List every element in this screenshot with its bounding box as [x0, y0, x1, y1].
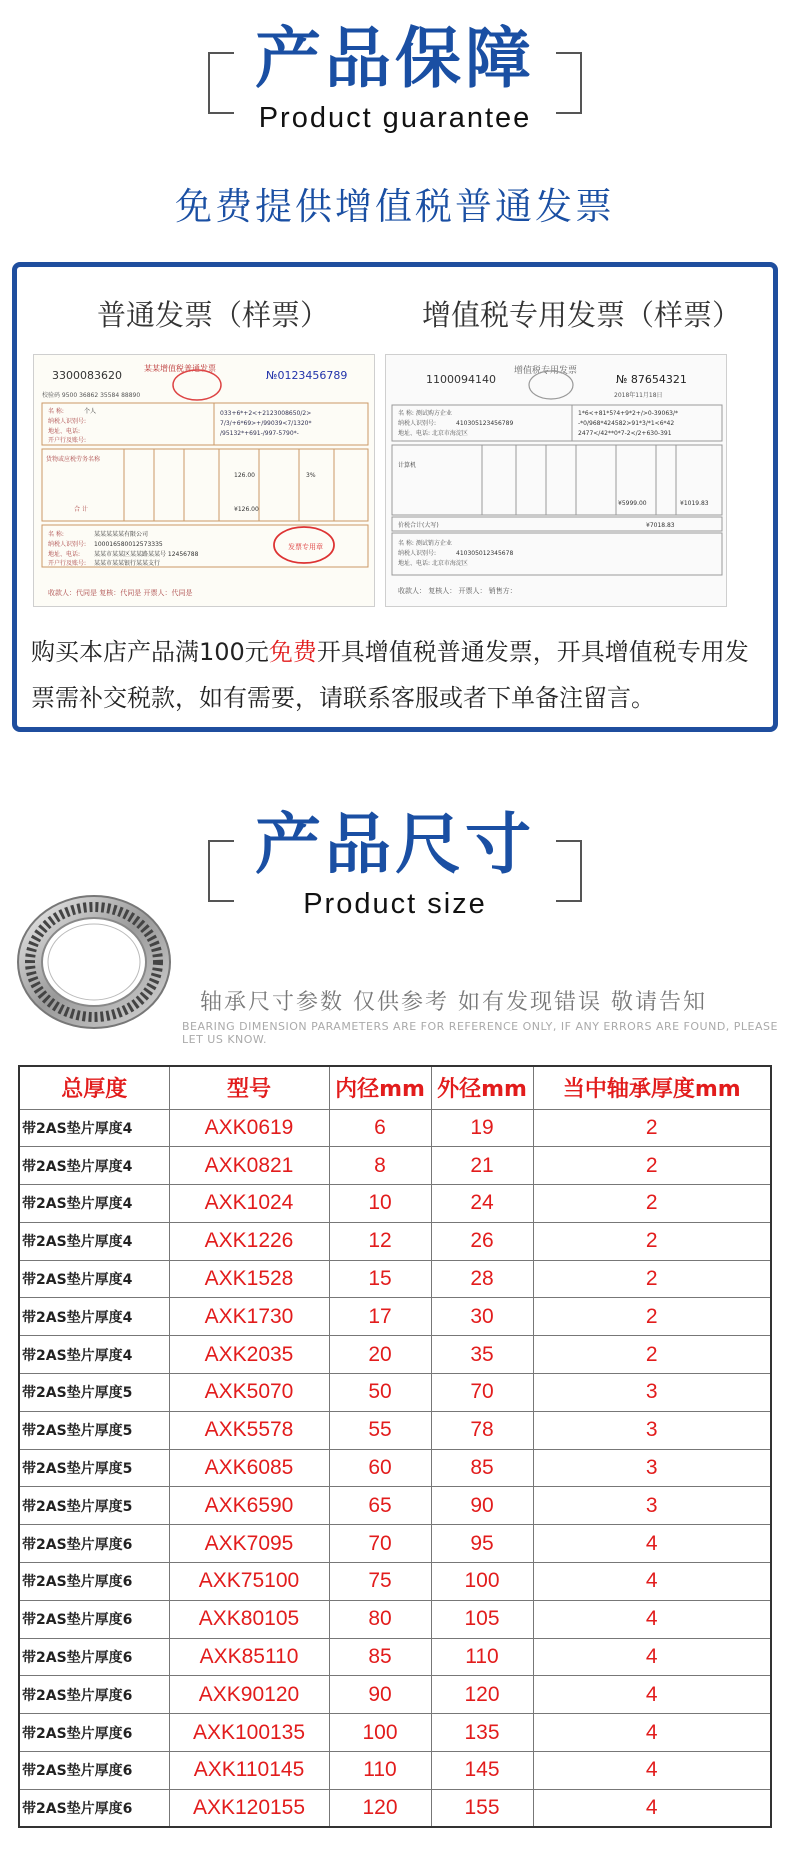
vat-invoice-headline: 免费提供增值税普通发票 — [175, 185, 615, 228]
vat-invoice-footer: 收款人： 复核人： 开票人： 销售方： — [398, 587, 517, 595]
bearing-thickness-cell: 2 — [533, 1185, 771, 1223]
model-cell: AXK1024 — [169, 1185, 329, 1223]
normal-invoice-title: 普通发票（样票） — [97, 298, 330, 332]
table-row — [19, 1260, 771, 1298]
outer-diameter-cell: 30 — [431, 1298, 533, 1336]
bearing-thickness-cell: 3 — [533, 1487, 771, 1525]
thrust-bearing-image — [14, 880, 174, 1040]
outer-diameter-cell: 21 — [431, 1147, 533, 1185]
guarantee-title: 产品保障 — [255, 20, 535, 97]
total-thickness-cell: 带2AS垫片厚度5 — [19, 1449, 169, 1487]
inner-diameter-cell: 6 — [329, 1109, 431, 1147]
header-model: 型号 — [169, 1066, 329, 1109]
svg-text:¥126.00: ¥126.00 — [234, 506, 259, 513]
svg-text:开户行及账号:: 开户行及账号: — [48, 437, 87, 444]
outer-diameter-cell: 120 — [431, 1676, 533, 1714]
svg-text:合 计: 合 计 — [74, 506, 88, 513]
table-row — [19, 1147, 771, 1185]
inner-diameter-cell: 10 — [329, 1185, 431, 1223]
total-thickness-cell: 带2AS垫片厚度5 — [19, 1374, 169, 1412]
model-cell: AXK1730 — [169, 1298, 329, 1336]
table-row — [19, 1298, 771, 1336]
inner-diameter-cell: 55 — [329, 1411, 431, 1449]
total-thickness-cell: 带2AS垫片厚度4 — [19, 1260, 169, 1298]
bearing-thickness-cell: 2 — [533, 1222, 771, 1260]
bearing-thickness-cell: 2 — [533, 1260, 771, 1298]
model-cell: AXK85110 — [169, 1638, 329, 1676]
outer-diameter-cell: 78 — [431, 1411, 533, 1449]
model-cell: AXK75100 — [169, 1563, 329, 1601]
svg-text:名 称: 测试销方企业: 名 称: 测试销方企业 — [398, 540, 452, 547]
invoice-description-free: 免费 — [268, 638, 317, 666]
table-row — [19, 1109, 771, 1147]
svg-text:7/3/+6*69>+/99039<7/1320*: 7/3/+6*69>+/99039<7/1320* — [220, 420, 312, 427]
guarantee-subtitle: Product guarantee — [258, 102, 532, 134]
normal-invoice-seller-taxid: 100016580012573335 — [94, 541, 163, 548]
model-cell: AXK6085 — [169, 1449, 329, 1487]
inner-diameter-cell: 110 — [329, 1752, 431, 1790]
vat-invoice-item: 计算机 — [398, 462, 417, 469]
inner-diameter-cell: 70 — [329, 1525, 431, 1563]
model-cell: AXK110145 — [169, 1752, 329, 1790]
svg-text:名 称: 测试购方企业: 名 称: 测试购方企业 — [398, 410, 452, 417]
outer-diameter-cell: 135 — [431, 1714, 533, 1752]
model-cell: AXK5578 — [169, 1411, 329, 1449]
total-thickness-cell: 带2AS垫片厚度4 — [19, 1185, 169, 1223]
outer-diameter-cell: 26 — [431, 1222, 533, 1260]
model-cell: AXK80105 — [169, 1600, 329, 1638]
svg-text:纳税人识别号:: 纳税人识别号: — [48, 418, 87, 425]
bearing-spec-table — [18, 1065, 772, 1828]
table-row — [19, 1676, 771, 1714]
total-thickness-cell: 带2AS垫片厚度6 — [19, 1789, 169, 1827]
model-cell: AXK120155 — [169, 1789, 329, 1827]
header-inner-diameter: 内径mm — [329, 1066, 431, 1109]
model-cell: AXK0619 — [169, 1109, 329, 1147]
dimension-note-english: BEARING DIMENSION PARAMETERS ARE FOR REFERENCE ONLY, IF ANY ERRORS ARE FOUND, PLEASE LET US KNOW. — [182, 1020, 778, 1046]
inner-diameter-cell: 120 — [329, 1789, 431, 1827]
normal-invoice-number: №0123456789 — [266, 369, 348, 382]
bearing-thickness-cell: 4 — [533, 1638, 771, 1676]
table-row — [19, 1563, 771, 1601]
normal-invoice-seller-addr: 某某市某某区某某路某某号 12456788 — [94, 551, 199, 558]
bearing-thickness-cell: 3 — [533, 1411, 771, 1449]
svg-text:地址、电话:: 地址、电话: — [48, 428, 81, 435]
vat-invoice-date: 2018年11月18日 — [614, 392, 663, 399]
vat-invoice-amount1: ¥5999.00 — [618, 500, 647, 507]
total-thickness-cell: 带2AS垫片厚度4 — [19, 1336, 169, 1374]
svg-text:价税合计(大写): 价税合计(大写) — [398, 522, 439, 529]
total-thickness-cell: 带2AS垫片厚度6 — [19, 1563, 169, 1601]
vat-invoice-header: 增值税专用发票 — [514, 366, 578, 376]
outer-diameter-cell: 35 — [431, 1336, 533, 1374]
total-thickness-cell: 带2AS垫片厚度6 — [19, 1714, 169, 1752]
inner-diameter-cell: 60 — [329, 1449, 431, 1487]
inner-diameter-cell: 85 — [329, 1638, 431, 1676]
bearing-thickness-cell: 4 — [533, 1600, 771, 1638]
inner-diameter-cell: 15 — [329, 1260, 431, 1298]
normal-invoice-sample-image — [33, 354, 375, 607]
header-outer-diameter: 外径mm — [431, 1066, 533, 1109]
size-title: 产品尺寸 — [255, 806, 535, 883]
bearing-thickness-cell: 4 — [533, 1752, 771, 1790]
table-row — [19, 1525, 771, 1563]
size-subtitle: Product size — [303, 888, 487, 920]
outer-diameter-cell: 145 — [431, 1752, 533, 1790]
svg-text:/95132*+691-/997-5790*-: /95132*+691-/997-5790*- — [220, 430, 299, 437]
normal-invoice-footer: 收款人：代同是 复核：代同是 开票人：代同是 — [48, 589, 193, 597]
model-cell: AXK5070 — [169, 1374, 329, 1412]
vat-invoice-total: ¥7018.83 — [646, 522, 675, 529]
bearing-thickness-cell: 4 — [533, 1525, 771, 1563]
svg-text:名 称:: 名 称: — [48, 408, 64, 415]
inner-diameter-cell: 90 — [329, 1676, 431, 1714]
svg-text:货物或应税劳务名称: 货物或应税劳务名称 — [46, 456, 101, 463]
bearing-thickness-cell: 2 — [533, 1109, 771, 1147]
svg-text:1*6<+81*5?4+9*2+/>0-39063/*: 1*6<+81*5?4+9*2+/>0-39063/* — [578, 410, 678, 417]
outer-diameter-cell: 105 — [431, 1600, 533, 1638]
table-row — [19, 1222, 771, 1260]
total-thickness-cell: 带2AS垫片厚度4 — [19, 1109, 169, 1147]
outer-diameter-cell: 85 — [431, 1449, 533, 1487]
normal-invoice-buyer: 个人 — [84, 408, 97, 415]
vat-invoice-seller-taxid: 410305012345678 — [456, 550, 514, 557]
table-row — [19, 1336, 771, 1374]
table-row — [19, 1487, 771, 1525]
bearing-thickness-cell: 4 — [533, 1789, 771, 1827]
model-cell: AXK1226 — [169, 1222, 329, 1260]
table-row — [19, 1374, 771, 1412]
bearing-thickness-cell: 2 — [533, 1147, 771, 1185]
inner-diameter-cell: 17 — [329, 1298, 431, 1336]
svg-text:033+6*+2<+2123008650/2>: 033+6*+2<+2123008650/2> — [220, 410, 312, 417]
header-bearing-thickness: 当中轴承厚度mm — [533, 1066, 771, 1109]
total-thickness-cell: 带2AS垫片厚度4 — [19, 1147, 169, 1185]
invoice-description-part1: 购买本店产品满100元 — [31, 638, 269, 666]
table-row — [19, 1638, 771, 1676]
inner-diameter-cell: 65 — [329, 1487, 431, 1525]
vat-invoice-code: 1100094140 — [426, 373, 496, 386]
inner-diameter-cell: 100 — [329, 1714, 431, 1752]
normal-invoice-stamp: 发票专用章 — [288, 543, 323, 551]
total-thickness-cell: 带2AS垫片厚度4 — [19, 1222, 169, 1260]
svg-text:地址、电话:: 地址、电话: — [48, 551, 81, 558]
total-thickness-cell: 带2AS垫片厚度6 — [19, 1676, 169, 1714]
outer-diameter-cell: 28 — [431, 1260, 533, 1298]
dimension-note: 轴承尺寸参数 仅供参考 如有发现错误 敬请告知 — [200, 990, 707, 1015]
vat-invoice-number: № 87654321 — [616, 373, 687, 386]
inner-diameter-cell: 8 — [329, 1147, 431, 1185]
header-total-thickness: 总厚度 — [19, 1066, 169, 1109]
table-row — [19, 1714, 771, 1752]
bearing-thickness-cell: 2 — [533, 1336, 771, 1374]
total-thickness-cell: 带2AS垫片厚度4 — [19, 1298, 169, 1336]
model-cell: AXK0821 — [169, 1147, 329, 1185]
table-row — [19, 1411, 771, 1449]
svg-text:纳税人识别号:: 纳税人识别号: — [48, 541, 87, 548]
total-thickness-cell: 带2AS垫片厚度6 — [19, 1752, 169, 1790]
outer-diameter-cell: 90 — [431, 1487, 533, 1525]
svg-text:开户行及账号:: 开户行及账号: — [48, 560, 87, 567]
normal-invoice-seller-bank: 某某市某某银行某某支行 — [94, 560, 161, 567]
bearing-thickness-cell: 3 — [533, 1374, 771, 1412]
bearing-thickness-cell: 2 — [533, 1298, 771, 1336]
normal-invoice-header: 某某增值税普通发票 — [144, 364, 216, 373]
vat-invoice-buyer-taxid: 410305123456789 — [456, 420, 514, 427]
inner-diameter-cell: 50 — [329, 1374, 431, 1412]
invoice-description-part2: 开具增值税普通发票，开具增值税专用发票需补交税款，如有需要，请联系客服或者下单备注留言。 — [31, 638, 749, 712]
total-thickness-cell: 带2AS垫片厚度6 — [19, 1600, 169, 1638]
vat-invoice-amount2: ¥1019.83 — [680, 500, 709, 507]
normal-invoice-code: 3300083620 — [52, 369, 122, 382]
vat-invoice-sample-image — [385, 354, 727, 607]
table-row — [19, 1789, 771, 1827]
outer-diameter-cell: 110 — [431, 1638, 533, 1676]
invoice-panel — [12, 262, 778, 732]
guarantee-header — [0, 20, 790, 135]
inner-diameter-cell: 12 — [329, 1222, 431, 1260]
outer-diameter-cell: 155 — [431, 1789, 533, 1827]
svg-text:名 称:: 名 称: — [48, 531, 64, 538]
model-cell: AXK1528 — [169, 1260, 329, 1298]
bearing-thickness-cell: 4 — [533, 1563, 771, 1601]
total-thickness-cell: 带2AS垫片厚度6 — [19, 1638, 169, 1676]
total-thickness-cell: 带2AS垫片厚度6 — [19, 1525, 169, 1563]
svg-text:地址、电话: 北京市海淀区: 地址、电话: 北京市海淀区 — [398, 430, 468, 437]
total-thickness-cell: 带2AS垫片厚度5 — [19, 1411, 169, 1449]
table-row — [19, 1449, 771, 1487]
normal-invoice-seller-name: 某某某某某有限公司 — [94, 531, 149, 538]
svg-text:-*0/968*424582>91*3/*1<6*42: -*0/968*424582>91*3/*1<6*42 — [578, 420, 675, 427]
outer-diameter-cell: 24 — [431, 1185, 533, 1223]
model-cell: AXK100135 — [169, 1714, 329, 1752]
outer-diameter-cell: 100 — [431, 1563, 533, 1601]
bearing-thickness-cell: 4 — [533, 1714, 771, 1752]
table-row — [19, 1185, 771, 1223]
total-thickness-cell: 带2AS垫片厚度5 — [19, 1487, 169, 1525]
vat-invoice-title: 增值税专用发票（样票） — [422, 298, 742, 332]
inner-diameter-cell: 20 — [329, 1336, 431, 1374]
svg-text:纳税人识别号:: 纳税人识别号: — [398, 550, 437, 557]
outer-diameter-cell: 19 — [431, 1109, 533, 1147]
outer-diameter-cell: 95 — [431, 1525, 533, 1563]
svg-text:126.00: 126.00 — [234, 472, 255, 479]
svg-text:地址、电话: 北京市海淀区: 地址、电话: 北京市海淀区 — [398, 560, 468, 567]
model-cell: AXK6590 — [169, 1487, 329, 1525]
svg-text:2477</42**0*7-2</2+630-391: 2477</42**0*7-2</2+630-391 — [578, 430, 672, 437]
svg-text:纳税人识别号:: 纳税人识别号: — [398, 420, 437, 427]
normal-invoice-check-code: 校验码 9500 36862 35584 88890 — [42, 392, 141, 399]
svg-text:3%: 3% — [306, 472, 316, 479]
invoice-description — [31, 629, 771, 721]
table-row — [19, 1600, 771, 1638]
inner-diameter-cell: 75 — [329, 1563, 431, 1601]
bearing-thickness-cell: 3 — [533, 1449, 771, 1487]
inner-diameter-cell: 80 — [329, 1600, 431, 1638]
model-cell: AXK7095 — [169, 1525, 329, 1563]
outer-diameter-cell: 70 — [431, 1374, 533, 1412]
model-cell: AXK90120 — [169, 1676, 329, 1714]
model-cell: AXK2035 — [169, 1336, 329, 1374]
table-row — [19, 1752, 771, 1790]
table-header-row — [19, 1066, 771, 1109]
bearing-thickness-cell: 4 — [533, 1676, 771, 1714]
